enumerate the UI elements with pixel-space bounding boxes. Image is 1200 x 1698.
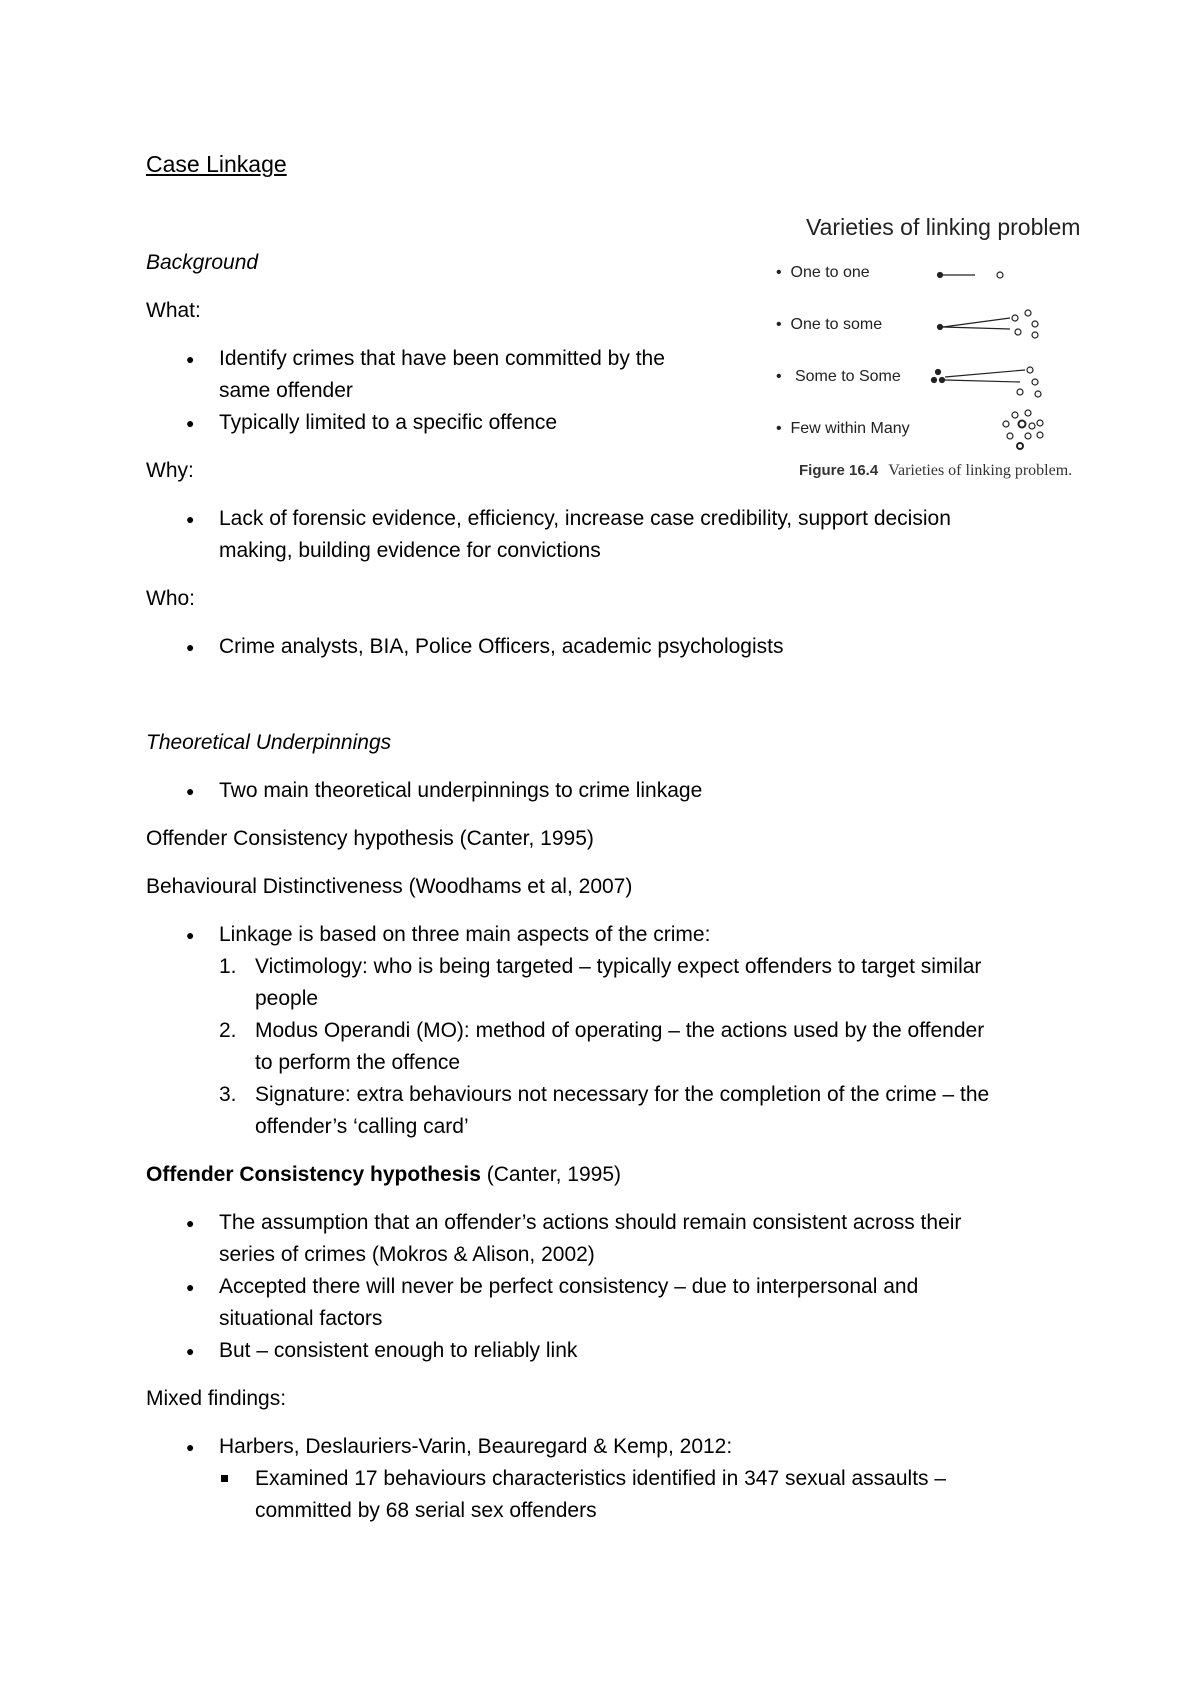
circle-icon [997,272,1003,278]
numbered-item: Modus Operandi (MO): method of operating – the actions used by the offender [255,1019,985,1042]
bullet: ● [186,639,195,655]
list-item-continuation: series of crimes (Mokros & Alison, 2002) [219,1243,595,1266]
circle-icon [1017,443,1023,449]
who-label: Who: [146,587,196,610]
circle-icon [1032,321,1038,327]
circle-icon [1025,433,1031,439]
what-label: What: [146,299,201,322]
circle-icon [1017,389,1023,395]
list-item: Accepted there will never be perfect consistency – due to interpersonal and [219,1275,919,1298]
list-item: But – consistent enough to reliably link [219,1339,578,1362]
sub-list-item: Examined 17 behaviours characteristics identified in 347 sexual assaults – [255,1467,947,1490]
figure-caption: Figure 16.4 Varieties of linking problem. [799,462,1073,479]
list-item: Lack of forensic evidence, efficiency, increase case credibility, support decision [219,507,951,530]
linking-diagram-graphic [770,210,1130,490]
bullet: ● [186,351,195,367]
section-heading-background: Background [146,251,259,274]
list-number: 1. [219,955,237,978]
figure-item: • One to some [776,316,883,333]
figure-item: • Few within Many [776,420,910,437]
bullet: ● [186,415,195,431]
bullet: ● [186,1215,195,1231]
page-title: Case Linkage [146,151,287,177]
circle-icon [1012,315,1018,321]
theory-line: Offender Consistency hypothesis (Canter, 1995) [146,827,594,850]
circle-icon [1032,379,1038,385]
bullet: ● [186,783,195,799]
circle-icon [1025,410,1031,416]
consistency-heading: Offender Consistency hypothesis (Canter, 1995) [146,1163,621,1186]
section-heading-theory: Theoretical Underpinnings [146,731,392,754]
sub-list-item-continuation: committed by 68 serial sex offenders [255,1499,597,1522]
circle-icon [1027,367,1033,373]
circle-icon [1019,421,1026,428]
dot-icon [940,378,945,383]
list-item: Harbers, Deslauriers-Varin, Beauregard & Kemp, 2012: [219,1435,733,1458]
circle-icon [1025,310,1031,316]
numbered-item: Signature: extra behaviours not necessary for the completion of the crime – the [255,1083,990,1106]
list-item: Typically limited to a specific offence [219,411,558,434]
circle-icon [1015,329,1021,335]
bullet: ● [186,1343,195,1359]
theory-line: Behavioural Distinctiveness (Woodhams et al, 2007) [146,875,633,898]
numbered-item-continuation: offender’s ‘calling card’ [255,1115,469,1138]
bullet: ● [186,1279,195,1295]
list-item-continuation: situational factors [219,1307,383,1330]
circle-icon [1003,421,1009,427]
list-item: The assumption that an offender’s actions should remain consistent across their [219,1211,962,1234]
circle-icon [1032,332,1038,338]
arrow-icon [943,318,1010,327]
dot-icon [936,370,941,375]
numbered-item-continuation: to perform the offence [255,1051,461,1074]
circle-icon [1037,420,1043,426]
circle-icon [1012,412,1018,418]
why-label: Why: [146,459,194,482]
circle-icon [1035,391,1041,397]
figure-title: Varieties of linking problem [806,214,1081,240]
dot-icon [938,325,943,330]
square-bullet-icon [221,1475,228,1482]
bullet: ● [186,1439,195,1455]
figure-item: • Some to Some [776,368,901,385]
list-item: Linkage is based on three main aspects of the crime: [219,923,711,946]
mixed-findings-label: Mixed findings: [146,1387,287,1410]
circle-icon [1037,432,1043,438]
circle-icon [1007,433,1013,439]
list-item: Identify crimes that have been committed by the [219,347,665,370]
figure-item: • One to one [776,264,870,281]
dot-icon [938,273,943,278]
linking-problem-figure [770,210,1130,490]
list-item: Two main theoretical underpinnings to crime linkage [219,779,703,802]
arrow-icon [943,327,1010,329]
list-item-continuation: same offender [219,379,353,402]
list-item-continuation: making, building evidence for convictions [219,539,601,562]
list-number: 3. [219,1083,237,1106]
circle-icon [1029,423,1035,429]
numbered-item: Victimology: who is being targeted – typically expect offenders to target similar [255,955,982,978]
dot-icon [932,378,937,383]
arrow-icon [945,370,1025,377]
numbered-item-continuation: people [255,987,319,1010]
arrow-icon [945,380,1020,382]
list-number: 2. [219,1019,237,1042]
list-item: Crime analysts, BIA, Police Officers, academic psychologists [219,635,784,658]
bullet: ● [186,927,195,943]
bullet: ● [186,511,195,527]
